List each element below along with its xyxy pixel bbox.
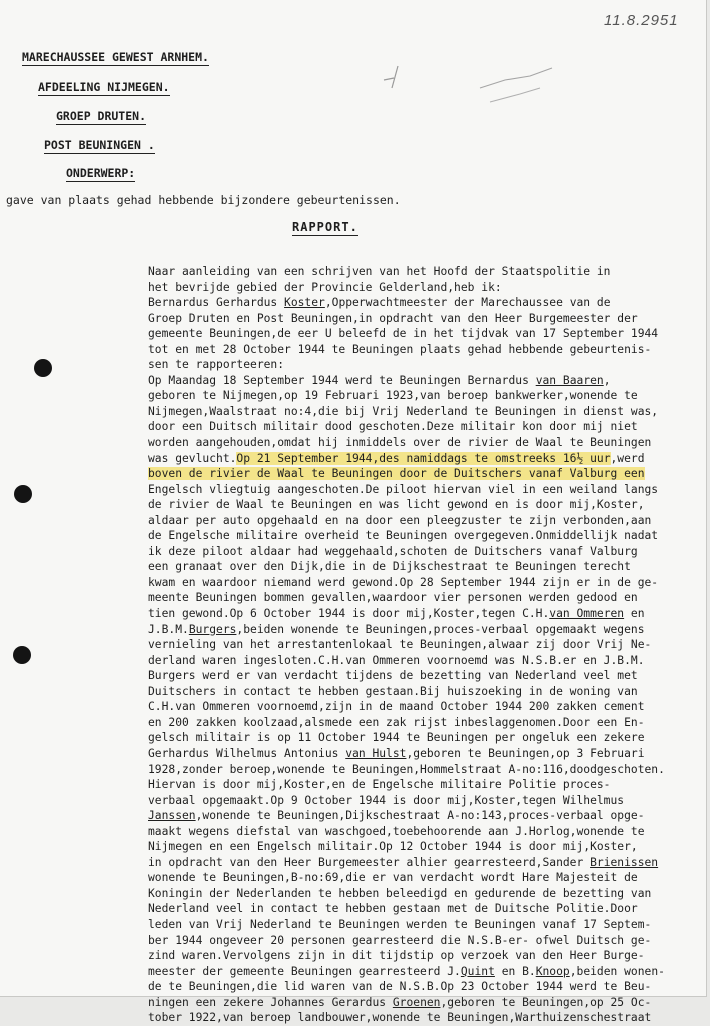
body-text: Bernardus Gerhardus bbox=[148, 296, 285, 310]
body-text: ik deze piloot aldaar had weggehaald,schoten de Duitschers vanaf Valburg bbox=[148, 544, 638, 558]
header-line-2: AFDEELING NIJMEGEN. bbox=[38, 80, 170, 94]
body-text: tien gewond.Op 6 October 1944 is door mij,Koster,tegen C.H. bbox=[148, 607, 550, 621]
body-text: Nederland veel in contact te hebben gestaan met de Duitsche Politie.Door bbox=[148, 902, 638, 916]
body-text: vernieling van het arrestantenlokaal te Beuningen,alwaar zij door Vrij Ne- bbox=[148, 638, 652, 652]
body-line bbox=[148, 901, 678, 917]
body-text: aldaar per auto opgehaald en na door een pleegzuster te zijn verbonden,aan bbox=[148, 513, 652, 527]
body-text: de rivier de Waal te Beuningen en was licht gewond en is door mij,Koster, bbox=[148, 498, 645, 512]
body-line bbox=[148, 280, 678, 296]
body-text: Burgers werd er van verdacht tijdens de bezetting van Nederland veel met bbox=[148, 669, 638, 683]
body-line bbox=[148, 715, 678, 731]
body-line bbox=[148, 497, 678, 513]
body-line bbox=[148, 699, 678, 715]
underlined-name: van Ommeren bbox=[549, 607, 625, 621]
body-line bbox=[148, 544, 678, 560]
underlined-name: Knoop bbox=[535, 964, 570, 978]
body-text: meester der gemeente Beuningen gearresteerd J. bbox=[148, 964, 461, 978]
body-line bbox=[148, 668, 678, 684]
body-line bbox=[148, 575, 678, 591]
body-text: ningen een zekere Johannes Gerardus bbox=[148, 995, 393, 1009]
body-text: Nijmegen,Waalstraat no:4,die bij Vrij Nederland te Beuningen in dienst was, bbox=[148, 404, 659, 418]
body-line bbox=[148, 777, 678, 793]
body-text: leden van Vrij Nederland te Beuningen werden te Beuningen vanaf 17 Septem- bbox=[148, 917, 652, 931]
underlined-name: Brienissen bbox=[590, 855, 659, 869]
body-line bbox=[148, 264, 678, 280]
body-line bbox=[148, 964, 678, 980]
body-line bbox=[148, 824, 678, 840]
body-text: gemeente Beuningen,de eer U beleefd de in het tijdvak van 17 September 1944 bbox=[148, 327, 659, 341]
body-line bbox=[148, 933, 678, 949]
body-line bbox=[148, 419, 678, 435]
underlined-name: Janssen bbox=[148, 809, 196, 823]
body-text: Engelsch vliegtuig aangeschoten.De piloot hiervan viel in een weiland langs bbox=[148, 482, 659, 496]
underlined-name: van Hulst bbox=[345, 746, 407, 760]
underlined-name: Burgers bbox=[188, 622, 237, 636]
body-line bbox=[148, 684, 678, 700]
body-line bbox=[148, 995, 678, 1011]
body-text: ,wonende te Beuningen,Dijkschestraat A-no:143,proces-verbaal opge- bbox=[195, 809, 645, 823]
body-text: kwam en waardoor niemand werd gewond.Op 28 September 1944 zijn er in de ge- bbox=[148, 575, 659, 589]
body-line bbox=[148, 870, 678, 886]
report-title: RAPPORT. bbox=[292, 220, 358, 234]
reference-number: 11.8.2951 bbox=[604, 12, 679, 29]
body-line bbox=[148, 311, 678, 327]
report-body bbox=[148, 264, 678, 1026]
body-text: ,Opperwachtmeester der Marechaussee van de bbox=[324, 296, 611, 310]
body-line bbox=[148, 839, 678, 855]
body-line bbox=[148, 917, 678, 933]
underlined-name: Quint bbox=[460, 964, 495, 978]
body-text: ,geboren te Beuningen,op 3 Februari bbox=[406, 746, 645, 760]
header-line-5: ONDERWERP: bbox=[66, 166, 136, 180]
subject-line: gave van plaats gehad hebbende bijzondere gebeurtenissen. bbox=[6, 193, 401, 207]
body-line bbox=[148, 451, 678, 467]
body-line bbox=[148, 1010, 678, 1026]
body-text: ,werd bbox=[610, 451, 645, 465]
header-line-3: GROEP DRUTEN. bbox=[56, 109, 147, 123]
body-text: geboren te Nijmegen,op 19 Februari 1923,van beroep bankwerker,wonende te bbox=[148, 389, 638, 403]
body-text: J.B.M. bbox=[148, 622, 189, 636]
body-text: door een Duitsch militair dood geschoten.Deze militair kon door mij niet bbox=[148, 420, 638, 434]
underlined-name: Groenen bbox=[392, 995, 441, 1009]
header-line-1: MARECHAUSSEE GEWEST ARNHEM. bbox=[22, 50, 209, 64]
body-text: ,beiden wonen- bbox=[569, 964, 665, 978]
highlighted-text: boven de rivier de Waal te Beuningen door de Duitschers vanaf Valburg een bbox=[148, 467, 645, 481]
body-line bbox=[148, 435, 678, 451]
highlighted-text: Op 21 September 1944,des namiddags te omstreeks 16½ uur bbox=[236, 451, 611, 465]
body-text: de te Beuningen,die lid waren van de N.S.B.Op 23 October 1944 werd te Beu- bbox=[148, 980, 652, 994]
body-text: C.H.van Ommeren voornoemd,zijn in de maand October 1944 200 zakken cement bbox=[148, 700, 645, 714]
body-text: Groep Druten en Post Beuningen,in opdracht van den Heer Burgemeester der bbox=[148, 311, 638, 325]
body-line bbox=[148, 590, 678, 606]
body-line bbox=[148, 513, 678, 529]
body-line bbox=[148, 388, 678, 404]
body-text: was gevlucht. bbox=[148, 451, 237, 465]
body-text: wonende te Beuningen,B-no:69,die er van verdacht wordt Hare Majesteit de bbox=[148, 871, 638, 885]
body-line bbox=[148, 295, 678, 311]
body-text: Naar aanleiding van een schrijven van het Hoofd der Staatspolitie in bbox=[148, 265, 611, 278]
body-text: en B. bbox=[494, 964, 536, 978]
body-line bbox=[148, 404, 678, 420]
body-line bbox=[148, 373, 678, 389]
body-line bbox=[148, 606, 678, 622]
body-text: tot en met 28 October 1944 te Beuningen plaats gehad hebbende gebeurtenis- bbox=[148, 342, 652, 356]
body-line bbox=[148, 482, 678, 498]
body-text: Duitschers in contact te hebben gestaan.Bij huiszoeking in de woning van bbox=[148, 684, 638, 698]
body-text: verbaal opgemaakt.Op 9 October 1944 is door mij,Koster,tegen Wilhelmus bbox=[148, 793, 625, 807]
body-text: een granaat over den Dijk,die in de Dijkschestraat te Beuningen terecht bbox=[148, 560, 631, 574]
body-text: Nijmegen en een Engelsch militair.Op 12 October 1944 is door mij,Koster, bbox=[148, 840, 638, 854]
body-line bbox=[148, 730, 678, 746]
body-line bbox=[148, 528, 678, 544]
body-text: sen te rapporteeren: bbox=[148, 358, 285, 372]
body-text: meente Beuningen bommen gevallen,waardoor vier personen werden gedood en bbox=[148, 591, 638, 605]
body-line bbox=[148, 342, 678, 358]
body-text: het bevrijde gebied der Provincie Gelderland,heb ik: bbox=[148, 280, 502, 294]
body-text: Op Maandag 18 September 1944 werd te Beuningen Bernardus bbox=[148, 373, 536, 387]
body-text: en 200 zakken koolzaad,alsmede een zak rijst inbeslaggenomen.Door een En- bbox=[148, 715, 645, 729]
body-text: worden aangehouden,omdat hij inmiddels over de rivier de Waal te Beuningen bbox=[148, 436, 652, 450]
header-line-4: POST BEUNINGEN . bbox=[44, 138, 155, 152]
body-line bbox=[148, 622, 678, 638]
body-line bbox=[148, 357, 678, 373]
punch-hole bbox=[14, 485, 32, 503]
body-text: Hiervan is door mij,Koster,en de Engelsche militaire Politie proces- bbox=[148, 778, 611, 792]
punch-hole bbox=[34, 359, 52, 377]
body-text: 1928,zonder beroep,wonende te Beuningen,Hommelstraat A-no:116,doodgeschoten. bbox=[148, 762, 665, 776]
punch-hole bbox=[13, 646, 31, 664]
body-line bbox=[148, 466, 678, 482]
body-text: en bbox=[624, 607, 645, 621]
underlined-name: Koster bbox=[284, 296, 325, 310]
body-line bbox=[148, 979, 678, 995]
body-line bbox=[148, 855, 678, 871]
body-line bbox=[148, 762, 678, 778]
body-text: tober 1922,van beroep landbouwer,wonende te Beuningen,Warthuizenschestraat bbox=[148, 1011, 652, 1025]
underlined-name: van Baaren bbox=[535, 373, 604, 387]
body-line bbox=[148, 559, 678, 575]
body-text: , bbox=[603, 373, 611, 387]
body-text: zind waren.Vervolgens zijn in dit tijdstip op verzoek van den Heer Burge- bbox=[148, 949, 645, 963]
body-text: Gerhardus Wilhelmus Antonius bbox=[148, 746, 346, 760]
body-text: gelsch militair is op 11 October 1944 te Beuningen per ongeluk een zekere bbox=[148, 731, 645, 745]
body-text: ,geboren te Beuningen,op 25 Oc- bbox=[440, 995, 652, 1009]
body-line bbox=[148, 653, 678, 669]
body-line bbox=[148, 637, 678, 653]
pencil-scribble bbox=[380, 58, 560, 108]
body-text: derland waren ingesloten.C.H.van Ommeren voornoemd was N.S.B.er en J.B.M. bbox=[148, 653, 645, 667]
body-line bbox=[148, 326, 678, 342]
body-text: ,beiden wonende te Beuningen,proces-verbaal opgemaakt wegens bbox=[236, 622, 645, 636]
body-text: Koningin der Nederlanden te hebben beleedigd en gedurende de bezetting van bbox=[148, 886, 652, 900]
body-line bbox=[148, 948, 678, 964]
body-text: de Engelsche militaire overheid te Beuningen overgegeven.Onmiddellijk nadat bbox=[148, 529, 659, 543]
body-text: in opdracht van den Heer Burgemeester alhier gearresteerd,Sander bbox=[148, 855, 591, 869]
body-line bbox=[148, 886, 678, 902]
body-line bbox=[148, 808, 678, 824]
body-text: ber 1944 ongeveer 20 personen gearresteerd die N.S.B-er- ofwel Duitsch ge- bbox=[148, 933, 652, 947]
body-line bbox=[148, 793, 678, 809]
body-text: maakt wegens diefstal van waschgoed,toebehoorende aan J.Horlog,wonende te bbox=[148, 824, 645, 838]
body-line bbox=[148, 746, 678, 762]
